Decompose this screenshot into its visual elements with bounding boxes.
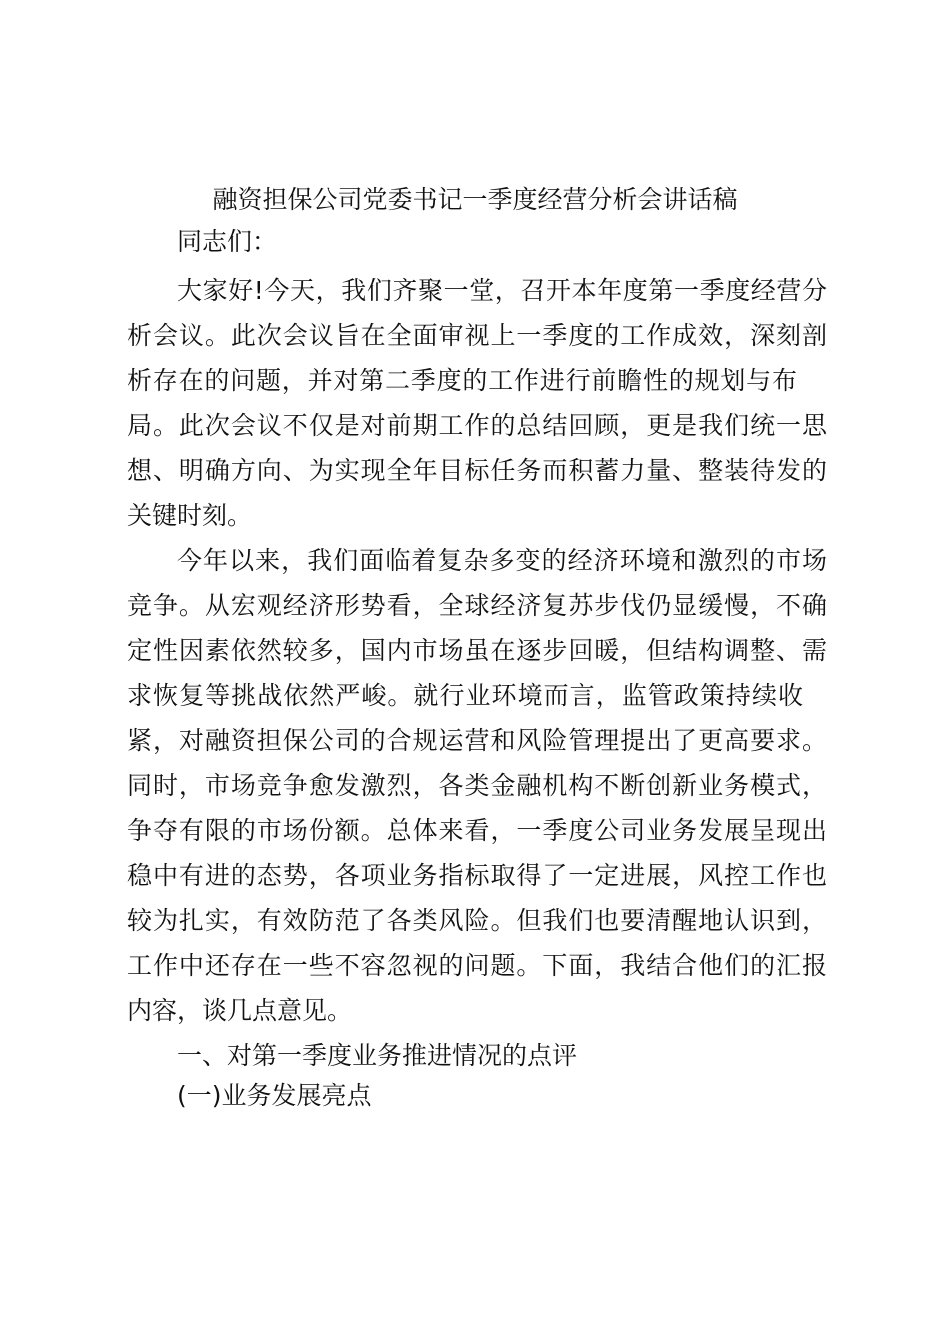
paragraph-line: 竞争。从宏观经济形势看，全球经济复苏步伐仍显缓慢，不确 <box>127 591 827 620</box>
salutation: 同志们： <box>177 227 278 256</box>
paragraph-line: 较为扎实，有效防范了各类风险。但我们也要清醒地认识到， <box>127 906 827 935</box>
paragraph-line: 工作中还存在一些不容忽视的问题。下面，我结合他们的汇报 <box>127 951 827 980</box>
paragraph-line: 紧，对融资担保公司的合规运营和风险管理提出了更高要求。 <box>127 726 827 755</box>
paragraph-line: 求恢复等挑战依然严峻。就行业环境而言，监管政策持续收 <box>127 681 803 710</box>
paragraph-line: 同时，市场竞争愈发激烈，各类金融机构不断创新业务模式， <box>127 771 827 800</box>
document-title: 融资担保公司党委书记一季度经营分析会讲话稿 <box>212 185 738 214</box>
paragraph-line: 争夺有限的市场份额。总体来看，一季度公司业务发展呈现出 <box>127 816 827 845</box>
paragraph-line: 析会议。此次会议旨在全面审视上一季度的工作成效，深刻剖 <box>127 321 827 350</box>
paragraph-line: 析存在的问题，并对第二季度的工作进行前瞻性的规划与布 <box>127 366 797 395</box>
paragraph-line: 想、明确方向、为实现全年目标任务而积蓄力量、整装待发的 <box>127 456 827 485</box>
section-heading-2: (一)业务发展亮点 <box>177 1081 372 1110</box>
paragraph-line: 局。此次会议不仅是对前期工作的总结回顾，更是我们统一思 <box>127 411 827 440</box>
paragraph-line: 今年以来，我们面临着复杂多变的经济环境和激烈的市场 <box>177 546 827 575</box>
paragraph-line: 内容，谈几点意见。 <box>127 996 353 1025</box>
section-heading-1: 一、对第一季度业务推进情况的点评 <box>177 1041 578 1070</box>
paragraph-line: 大家好!今天，我们齐聚一堂，召开本年度第一季度经营分 <box>177 276 827 305</box>
paragraph-line: 定性因素依然较多，国内市场虽在逐步回暖，但结构调整、需 <box>127 636 827 665</box>
paragraph-line: 稳中有进的态势，各项业务指标取得了一定进展，风控工作也 <box>127 861 827 890</box>
paragraph-line: 关键时刻。 <box>127 501 253 530</box>
